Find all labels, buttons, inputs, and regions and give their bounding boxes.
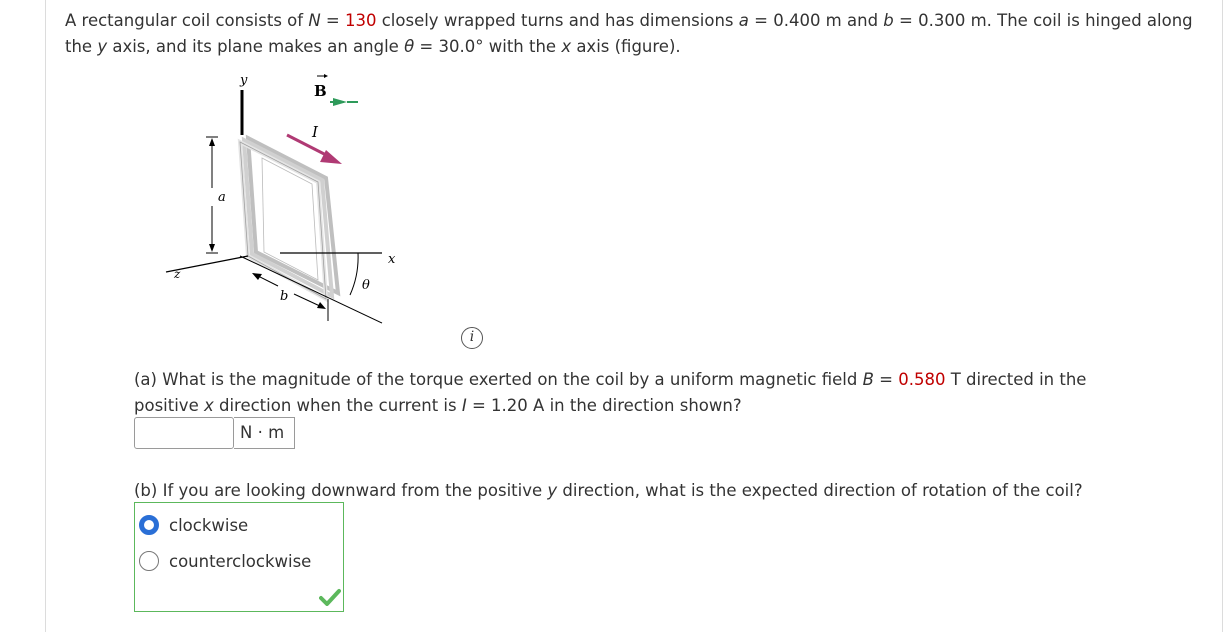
x-axis-label: x — [388, 252, 396, 267]
y-axis-label: y — [240, 73, 248, 88]
coil-figure — [160, 70, 400, 340]
part-a-question: (a) What is the magnitude of the torque exerted on the coil by a uniform magnetic field B = 0.580 T directed in the positive x direction when the current is I = 1.20 A in the direction shown? — [134, 370, 1087, 415]
field-value: 0.580 — [898, 370, 946, 389]
b-field-label: B — [314, 82, 327, 100]
unit-label: N · m — [234, 417, 295, 449]
b-field-arrow — [333, 98, 347, 106]
info-icon[interactable]: i — [461, 327, 483, 349]
rotation-choices — [134, 502, 344, 612]
right-divider — [1222, 0, 1223, 632]
choice-clockwise[interactable] — [139, 515, 248, 535]
part-b-question: (b) If you are looking downward from the positive y direction, what is the expected direction of rotation of the coil? — [134, 481, 1083, 500]
radio-selected-icon[interactable] — [139, 515, 159, 535]
choice-label: counterclockwise — [169, 551, 312, 571]
radio-unselected-icon[interactable] — [139, 551, 159, 571]
current-label: I — [312, 123, 318, 141]
dimension-b-label: b — [280, 289, 289, 304]
turns-value: 130 — [344, 11, 377, 30]
choice-label: clockwise — [169, 515, 249, 535]
part-a-answer-row — [134, 417, 295, 451]
torque-answer-input[interactable] — [134, 417, 234, 449]
z-axis-label: z — [174, 267, 181, 281]
checkmark-icon — [319, 588, 341, 606]
left-divider — [45, 0, 46, 632]
choice-counterclockwise[interactable] — [139, 551, 311, 571]
theta-label: θ — [362, 278, 370, 293]
dimension-a-label: a — [218, 190, 226, 205]
problem-statement: A rectangular coil consists of N = 130 closely wrapped turns and has dimensions a = 0.400 m and b = 0.300 m. The coil is hinged along the y axis, and its plane makes an angle θ = 30.0° with the x axis (figure). — [65, 11, 1193, 56]
